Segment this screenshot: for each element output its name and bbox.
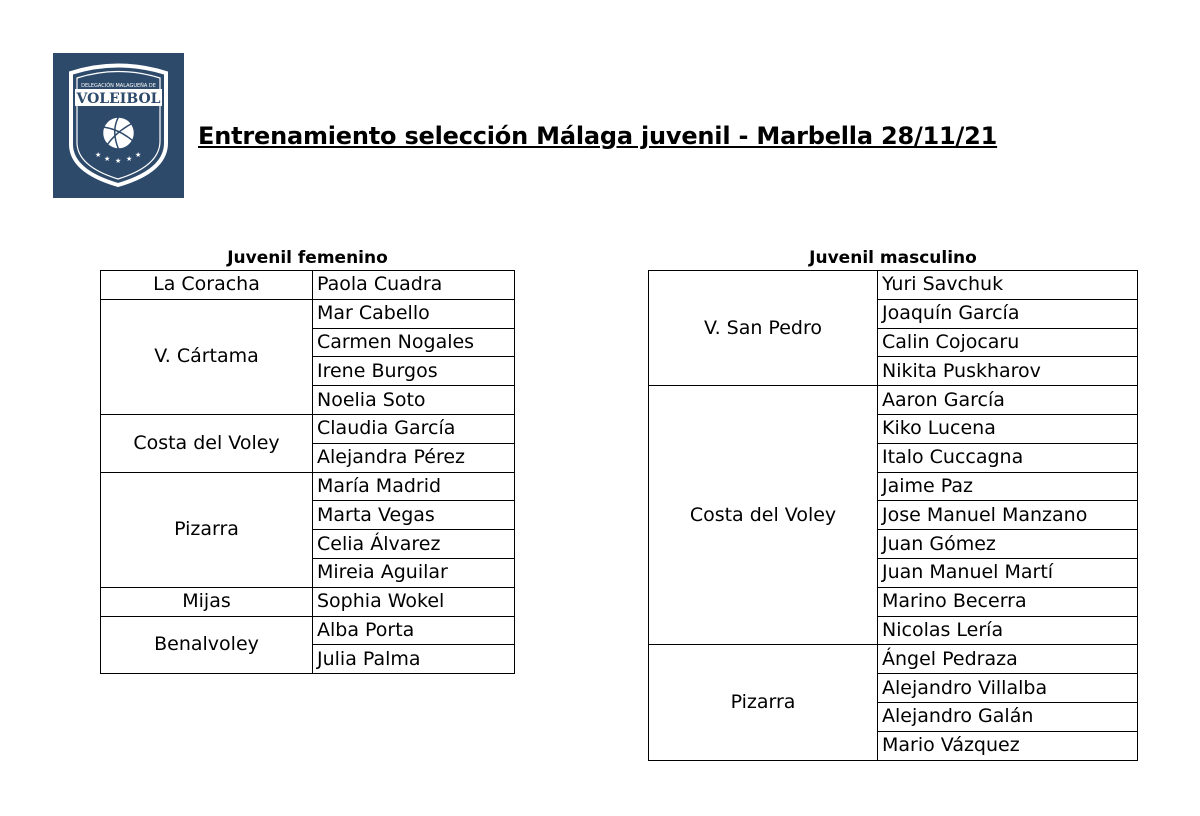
- player-cell: Celia Álvarez: [313, 530, 515, 559]
- club-cell: V. San Pedro: [649, 271, 878, 386]
- volleyball-icon: [103, 117, 135, 149]
- player-cell: Calin Cojocaru: [878, 328, 1138, 357]
- player-cell: Carmen Nogales: [313, 328, 515, 357]
- svg-text:★: ★: [135, 151, 142, 159]
- table-row: [649, 271, 1138, 300]
- club-cell: La Coracha: [101, 271, 313, 300]
- player-cell: Yuri Savchuk: [878, 271, 1138, 300]
- player-cell: Mario Vázquez: [878, 731, 1138, 760]
- player-cell: Alejandro Galán: [878, 702, 1138, 731]
- table-row: [649, 645, 1138, 674]
- player-cell: Kiko Lucena: [878, 414, 1138, 443]
- player-cell: Nicolas Lería: [878, 616, 1138, 645]
- player-cell: Italo Cuccagna: [878, 443, 1138, 472]
- player-cell: Marta Vegas: [313, 501, 515, 530]
- roster-table-masculino: [648, 270, 1138, 761]
- section-heading: Juvenil masculino: [809, 248, 977, 268]
- club-cell: Benalvoley: [101, 616, 313, 674]
- table-row: [649, 386, 1138, 415]
- player-cell: Nikita Puskharov: [878, 357, 1138, 386]
- player-cell: Mireia Aguilar: [313, 558, 515, 587]
- player-cell: Jose Manuel Manzano: [878, 501, 1138, 530]
- player-cell: Juan Manuel Martí: [878, 558, 1138, 587]
- player-cell: María Madrid: [313, 472, 515, 501]
- table-row: [101, 299, 515, 328]
- svg-text:★: ★: [104, 155, 111, 163]
- club-cell: Costa del Voley: [101, 414, 313, 472]
- player-cell: Julia Palma: [313, 645, 515, 674]
- table-row: [101, 271, 515, 300]
- player-cell: Noelia Soto: [313, 386, 515, 415]
- player-cell: Mar Cabello: [313, 299, 515, 328]
- player-cell: Aaron García: [878, 386, 1138, 415]
- player-cell: Alejandro Villalba: [878, 674, 1138, 703]
- svg-text:★: ★: [126, 155, 133, 163]
- player-cell: Ángel Pedraza: [878, 645, 1138, 674]
- player-cell: Jaime Paz: [878, 472, 1138, 501]
- player-cell: Joaquín García: [878, 299, 1138, 328]
- juvenil-masculino-section: [648, 246, 1138, 761]
- player-cell: Marino Becerra: [878, 587, 1138, 616]
- club-cell: Pizarra: [101, 472, 313, 587]
- player-cell: Alejandra Pérez: [313, 443, 515, 472]
- logo: [53, 53, 184, 198]
- logo-line1: DELEGACIÓN MALAGUEÑA DE: [81, 83, 156, 89]
- svg-text:★: ★: [95, 151, 102, 159]
- club-cell: Costa del Voley: [649, 386, 878, 645]
- roster-table-femenino: [100, 270, 515, 674]
- table-row: [101, 616, 515, 645]
- juvenil-femenino-section: [100, 246, 515, 674]
- club-cell: V. Cártama: [101, 299, 313, 414]
- svg-text:★: ★: [115, 157, 122, 165]
- player-cell: Paola Cuadra: [313, 271, 515, 300]
- section-heading: Juvenil femenino: [227, 248, 388, 268]
- player-cell: Claudia García: [313, 414, 515, 443]
- table-row: [101, 472, 515, 501]
- club-cell: Mijas: [101, 587, 313, 616]
- player-cell: Sophia Wokel: [313, 587, 515, 616]
- club-cell: Pizarra: [649, 645, 878, 760]
- player-cell: Irene Burgos: [313, 357, 515, 386]
- table-row: [101, 587, 515, 616]
- logo-line2: VOLEIBOL: [76, 91, 161, 107]
- table-row: [101, 414, 515, 443]
- page-title: Entrenamiento selección Málaga juvenil - Marbella 28/11/21: [198, 122, 998, 150]
- player-cell: Juan Gómez: [878, 530, 1138, 559]
- player-cell: Alba Porta: [313, 616, 515, 645]
